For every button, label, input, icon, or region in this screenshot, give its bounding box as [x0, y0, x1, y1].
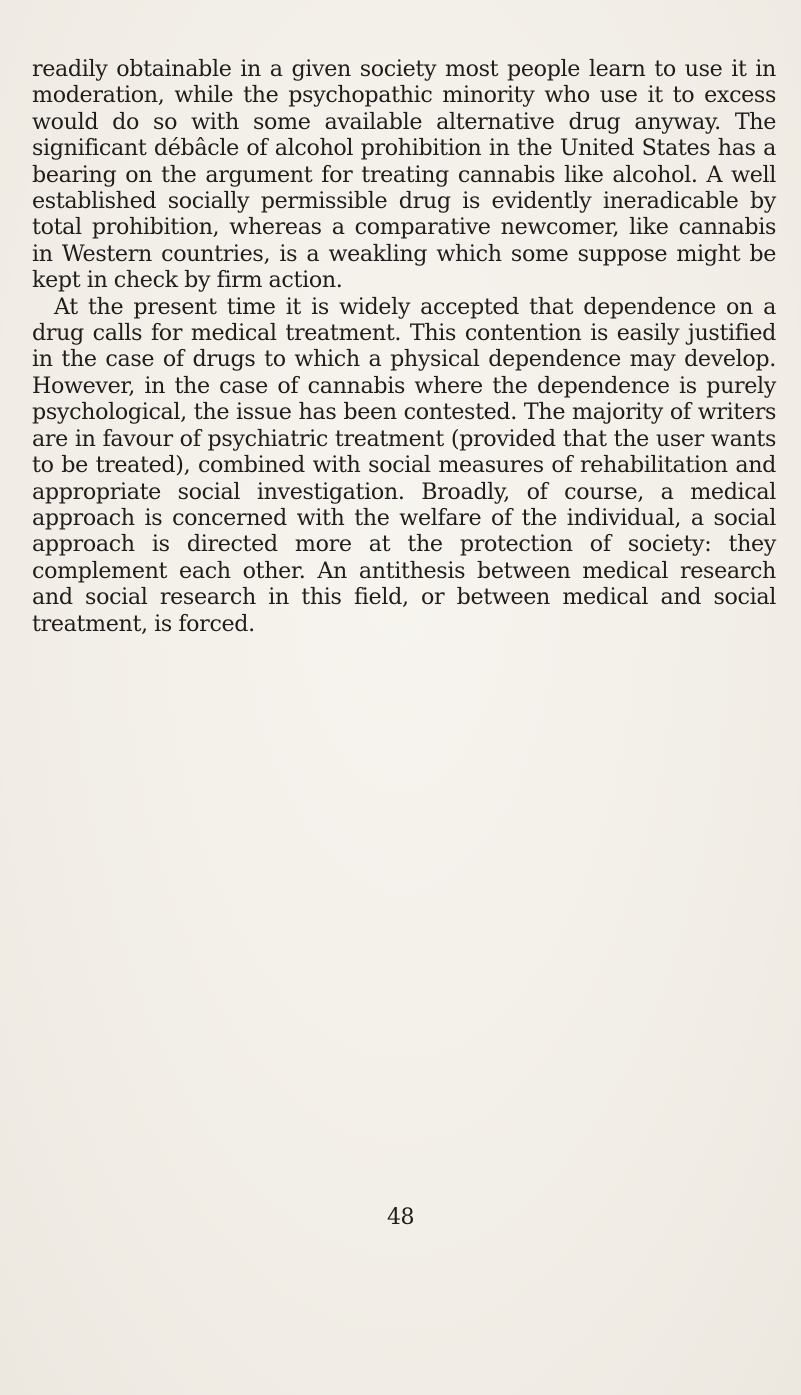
paragraph-continued: readily obtainable in a given society most people learn to use it in moderation, while the psychopathic minority who use it to excess would do so with some available alternative drug anyway. The significant débâcle of alcohol prohibition in the United States has a bearing on the argument for treating cannabis like alcohol. A well established socially permissible drug is evidently ineradicable by total prohibition, whereas a comparative newcomer, like cannabis in Western countries, is a weakling which some suppose might be kept in check by firm action.: [32, 56, 776, 294]
page-number: 48: [387, 1205, 414, 1230]
paragraph-medical-treatment: At the present time it is widely accepted that dependence on a drug calls for medical treatment. This contention is easily justified in the case of drugs to which a physical dependence may develop. However, in the case of cannabis where the dependence is purely psychological, the issue has been contested. The majority of writers are in favour of psychiatric treatment (provided that the user wants to be treated), combined with social measures of rehabilitation and appropriate social investigation. Broadly, of course, a medical approach is concerned with the welfare of the individual, a social approach is directed more at the protection of society: they complement each other. An antithesis between medical research and social research in this field, or between medical and social treatment, is forced.: [32, 293, 776, 637]
body-text: [32, 56, 776, 637]
